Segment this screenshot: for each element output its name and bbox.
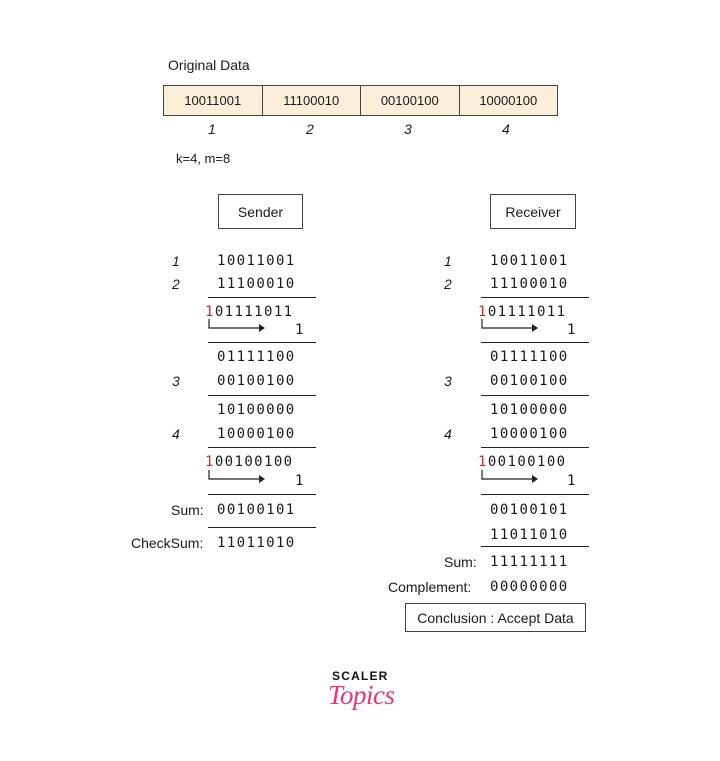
receiver-sum-label: Sum: (444, 554, 477, 570)
sender-divider-5 (208, 494, 316, 495)
receiver-value-2: 11100010 (490, 276, 569, 292)
sender-value-6: 00100100 (217, 373, 296, 389)
receiver-complement-label: Complement: (388, 579, 472, 595)
receiver-value-1: 10011001 (490, 253, 569, 269)
data-segment-3: 00100100 (361, 86, 460, 115)
sender-index-1: 1 (172, 253, 180, 269)
sender-checksum-value: 11011010 (217, 535, 296, 551)
logo-topics-text: Topics (328, 680, 395, 710)
sender-sum-label: Sum: (171, 502, 204, 518)
data-segment-4: 10000100 (460, 86, 558, 115)
receiver-divider-1 (481, 297, 589, 298)
receiver-divider-2 (481, 342, 589, 343)
sender-carry-bit-1: 1 (205, 304, 215, 320)
sender-carry-row-2 (205, 454, 293, 470)
conclusion-box (405, 603, 586, 632)
receiver-checksum-value: 11011010 (490, 527, 569, 543)
receiver-carry-bit-2: 1 (478, 454, 488, 470)
receiver-wrap-arrow-2 (480, 469, 540, 483)
receiver-carry-bit-1: 1 (478, 304, 488, 320)
receiver-sum-value: 11111111 (490, 554, 569, 570)
params-label: k=4, m=8 (176, 151, 231, 166)
receiver-index-3: 3 (444, 373, 452, 389)
receiver-divider-4 (481, 447, 589, 448)
sender-value-2: 11100010 (217, 276, 296, 292)
receiver-wrap-carry-1: 1 (567, 322, 577, 338)
sender-value-5: 01111100 (217, 349, 296, 365)
receiver-wrap-carry-2: 1 (567, 473, 577, 489)
sender-title: Sender (237, 203, 284, 220)
receiver-index-2: 2 (444, 276, 452, 292)
receiver-divider-3 (481, 395, 589, 396)
receiver-divider-5 (481, 494, 589, 495)
sender-wrap-arrow-2 (207, 469, 267, 483)
sender-divider-3 (208, 395, 316, 396)
receiver-value-5: 01111100 (490, 349, 569, 365)
conclusion-text: Conclusion : Accept Data (417, 609, 574, 626)
sender-sum-value: 00100101 (217, 502, 296, 518)
sender-checksum-label: CheckSum: (131, 535, 204, 551)
sender-carry-bit-2: 1 (205, 454, 215, 470)
receiver-complement-value: 00000000 (490, 579, 569, 595)
receiver-carry-rest-2: 00100100 (487, 454, 567, 470)
logo-scaler-text: SCALER (332, 669, 389, 683)
sender-index-4: 4 (172, 426, 180, 442)
segment-index-4: 4 (502, 121, 510, 137)
sender-divider-2 (208, 342, 316, 343)
segment-index-1: 1 (208, 121, 216, 137)
sender-carry-rest-2: 00100100 (214, 454, 294, 470)
segment-index-3: 3 (404, 121, 412, 137)
original-data-table (163, 85, 558, 116)
sender-carry-rest-1: 01111011 (214, 304, 294, 320)
sender-wrap-carry-2: 1 (295, 473, 305, 489)
sender-wrap-arrow-1 (207, 318, 267, 332)
receiver-title-box (490, 194, 576, 229)
receiver-carry-rest-1: 01111011 (487, 304, 567, 320)
sender-value-1: 10011001 (217, 253, 296, 269)
sender-value-8: 10000100 (217, 426, 296, 442)
data-segment-1: 10011001 (164, 86, 263, 115)
receiver-title: Receiver (505, 203, 561, 220)
receiver-index-4: 4 (444, 426, 452, 442)
data-segment-2: 11100010 (263, 86, 362, 115)
sender-value-7: 10100000 (217, 402, 296, 418)
sender-index-3: 3 (172, 373, 180, 389)
sender-divider-6 (208, 527, 316, 528)
receiver-divider-6 (481, 546, 589, 547)
receiver-index-1: 1 (444, 253, 452, 269)
sender-divider-1 (208, 297, 316, 298)
receiver-partial-sum: 00100101 (490, 502, 569, 518)
receiver-value-8: 10000100 (490, 426, 569, 442)
original-data-title: Original Data (168, 57, 250, 73)
sender-title-box (218, 194, 303, 229)
receiver-wrap-arrow-1 (480, 318, 540, 332)
receiver-value-6: 00100100 (490, 373, 569, 389)
segment-index-2: 2 (306, 121, 314, 137)
receiver-carry-row-2 (478, 454, 566, 470)
sender-divider-4 (208, 447, 316, 448)
sender-wrap-carry-1: 1 (295, 322, 305, 338)
receiver-value-7: 10100000 (490, 402, 569, 418)
sender-index-2: 2 (172, 276, 180, 292)
